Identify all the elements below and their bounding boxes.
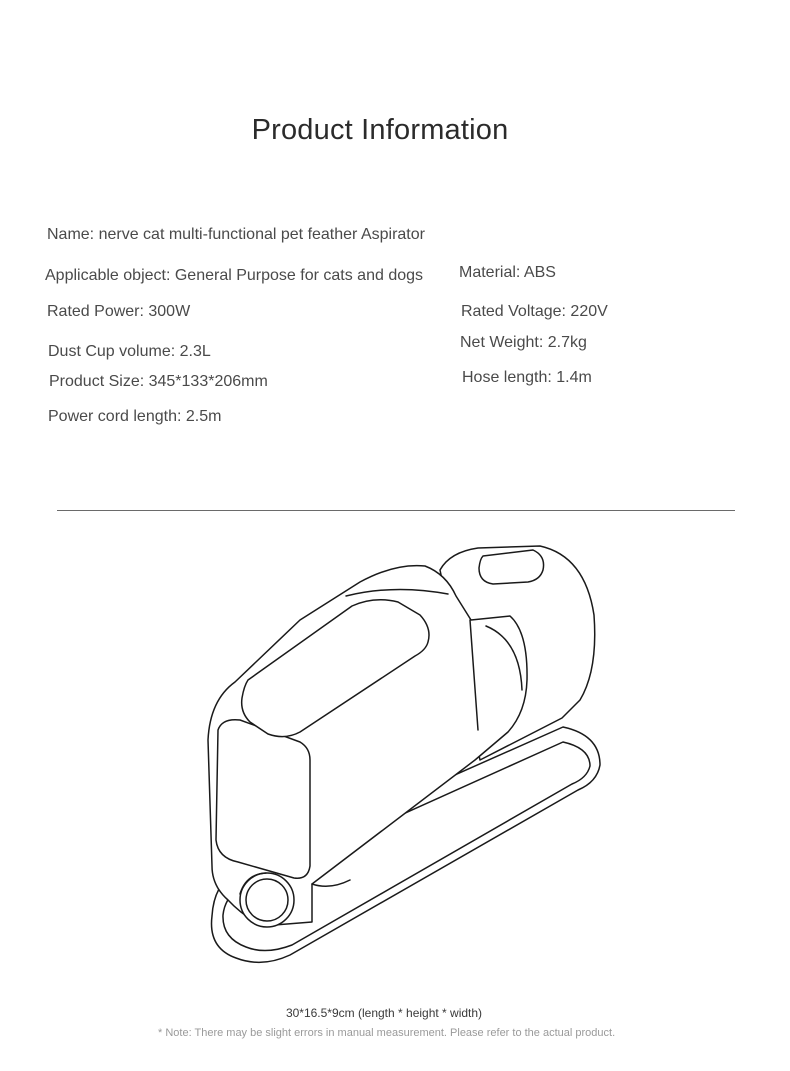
spec-name: Name: nerve cat multi-functional pet feather Aspirator [47,226,425,243]
spec-power-cord-length: Power cord length: 2.5m [48,408,222,425]
spec-product-size: Product Size: 345*133*206mm [49,373,268,390]
pet-vacuum-line-drawing-icon [200,540,610,980]
spec-material: Material: ABS [459,264,556,281]
page-title: Product Information [251,114,509,146]
section-divider [57,510,735,511]
measurement-note: * Note: There may be slight errors in manual measurement. Please refer to the actual product. [158,1027,616,1039]
spec-applicable-object: Applicable object: General Purpose for cats and dogs [45,267,424,284]
hose-port [240,873,294,927]
spec-rated-voltage: Rated Voltage: 220V [461,303,608,320]
spec-hose-length: Hose length: 1.4m [462,369,592,386]
spec-dust-cup-volume: Dust Cup volume: 2.3L [48,343,211,360]
spec-net-weight: Net Weight: 2.7kg [460,334,587,351]
spec-rated-power: Rated Power: 300W [47,303,191,320]
dimension-caption: 30*16.5*9cm (length * height * width) [285,1006,483,1020]
